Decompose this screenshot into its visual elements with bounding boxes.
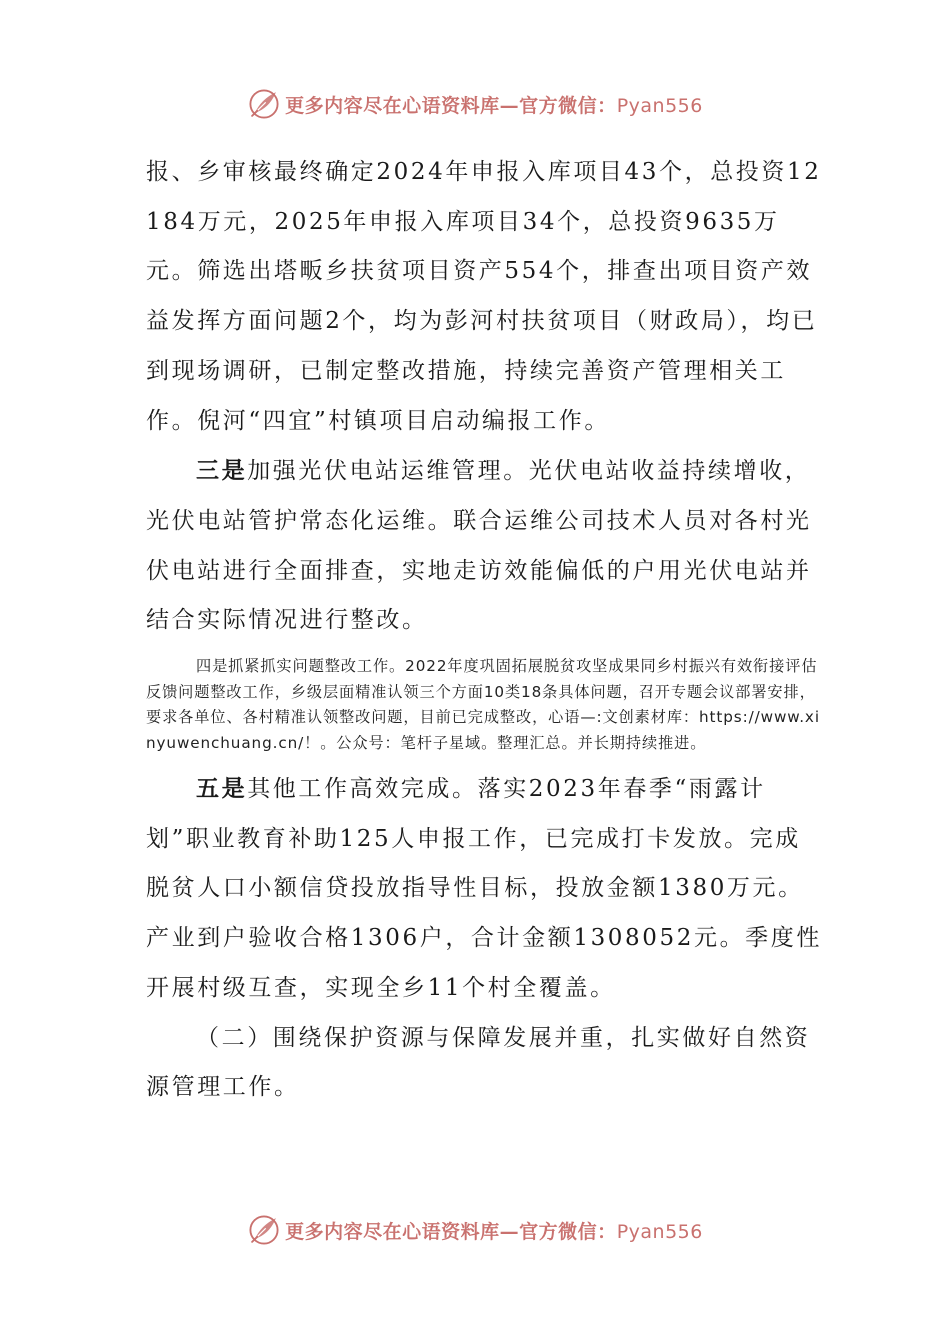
banner-wechat-id: Pyan556: [616, 1220, 703, 1243]
paragraph-other-work-body: 其他工作高效完成。落实2023年春季“雨露计划”职业教育补助125人申报工作，已完成打卡发放。完成脱贫人口小额信贷投放指导性目标，投放金额1380万元。产业到户验收合格1306户，合计金额1308052元。季度性开展村级互查，实现全乡11个村全覆盖。: [146, 776, 822, 1001]
banner-main-text: 更多内容尽在心语资料库: [285, 1220, 500, 1243]
lead-three: 三是: [196, 457, 248, 485]
banner-wechat-label: 官方微信：: [519, 1220, 617, 1243]
banner-wechat-label: 官方微信：: [519, 94, 617, 117]
banner-dash: —: [499, 94, 520, 117]
paragraph-other-work: [146, 764, 826, 1014]
header-banner: [0, 84, 950, 124]
banner-dash: —: [499, 1220, 520, 1243]
banner-main-text: 更多内容尽在心语资料库: [285, 94, 500, 117]
document-body: [146, 148, 826, 1113]
paragraph-solar: [146, 446, 826, 646]
paragraph-rectification: 四是抓紧抓实问题整改工作。2022年度巩固拓展脱贫攻坚成果同乡村振兴有效衔接评估反馈问题整改工作，乡级层面精准认领三个方面10类18条具体问题，召开专题会议部署安排，要求各单位、各村精准认领整改问题，目前已完成整改，心语—:文创素材库：https://www.xinyuwenchuang.cn/！。公众号：笔杆子星域。整理汇总。并长期持续推进。: [146, 657, 820, 752]
feather-pen-icon: [247, 87, 281, 121]
feather-pen-icon: [247, 1213, 281, 1247]
header-banner-text: [285, 91, 703, 118]
paragraph-projects: 报、乡审核最终确定2024年申报入库项目43个，总投资12184万元，2025年申报入库项目34个，总投资9635万元。筛选出塔畈乡扶贫项目资产554个，排查出项目资产效益发挥方面问题2个，均为彭河村扶贫项目（财政局），均已到现场调研，已制定整改措施，持续完善资产管理相关工作。倪河“四宜”村镇项目启动编报工作。: [146, 159, 822, 434]
paragraph-solar-body: 加强光伏电站运维管理。光伏电站收益持续增收，光伏电站管护常态化运维。联合运维公司技术人员对各村光伏电站进行全面排查，实地走访效能偏低的户用光伏电站并结合实际情况进行整改。: [146, 458, 812, 634]
paragraph-section-two: （二）围绕保护资源与保障发展并重，扎实做好自然资源管理工作。: [146, 1024, 811, 1101]
lead-five: 五是: [196, 775, 248, 803]
banner-wechat-id: Pyan556: [616, 94, 703, 117]
footer-banner: [0, 1210, 950, 1250]
footer-banner-text: [285, 1217, 703, 1244]
